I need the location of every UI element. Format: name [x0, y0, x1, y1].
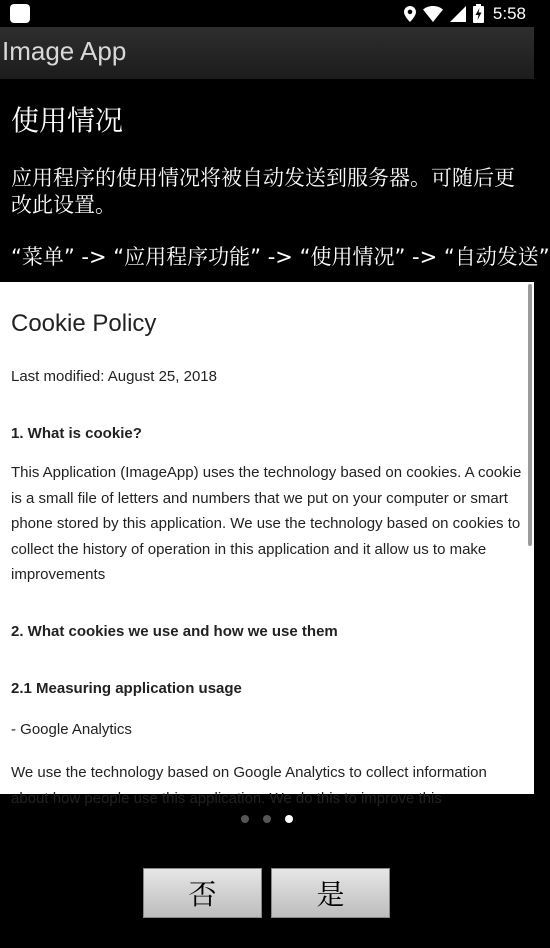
page-indicator [0, 812, 534, 826]
section-1-heading: 1. What is cookie? [11, 425, 142, 442]
policy-last-modified: Last modified: August 25, 2018 [11, 368, 217, 385]
usage-description: 应用程序的使用情况将被自动发送到服务器。可随后更改此设置。 [11, 166, 515, 217]
page-dot-3-active [285, 815, 293, 823]
section-2-1-item: - Google Analytics [11, 721, 132, 738]
section-2-1-text: We use the technology based on Google Analytics to collect information about how people use this application. We do this to improve this [11, 764, 487, 807]
page-dot-2 [263, 815, 271, 823]
policy-title: Cookie Policy [11, 310, 157, 337]
page-dot-1 [241, 815, 249, 823]
usage-heading: 使用情况 [11, 104, 124, 137]
status-bar [0, 0, 534, 27]
no-button[interactable]: 否 [143, 868, 262, 918]
section-1-text: This Application (ImageApp) uses the technology based on cookies. A cookie is a small file of letters and numbers that we put on your computer or smart phone stored by this application. We use the technology based on cookies to collect the history of operation in this application and it allow us to make improvements [11, 464, 522, 583]
status-icons [404, 3, 526, 24]
signal-icon [450, 6, 466, 22]
status-time: 5:58 [492, 3, 526, 23]
app-bar [0, 27, 534, 79]
yes-button[interactable]: 是 [271, 868, 390, 918]
usage-section [0, 79, 550, 281]
app-title: Image App [2, 36, 127, 66]
location-icon [404, 6, 416, 22]
battery-charging-icon [473, 4, 484, 23]
wifi-icon [423, 6, 443, 22]
section-2-heading: 2. What cookies we use and how we use them [11, 623, 338, 640]
policy-scrollbar[interactable] [528, 284, 532, 546]
cookie-policy-panel[interactable] [0, 282, 534, 807]
section-2-1-heading: 2.1 Measuring application usage [11, 680, 242, 697]
app-notification-icon [10, 4, 30, 23]
usage-settings-path: “菜单” -> “应用程序功能” -> “使用情况” -> “自动发送” [11, 245, 550, 269]
